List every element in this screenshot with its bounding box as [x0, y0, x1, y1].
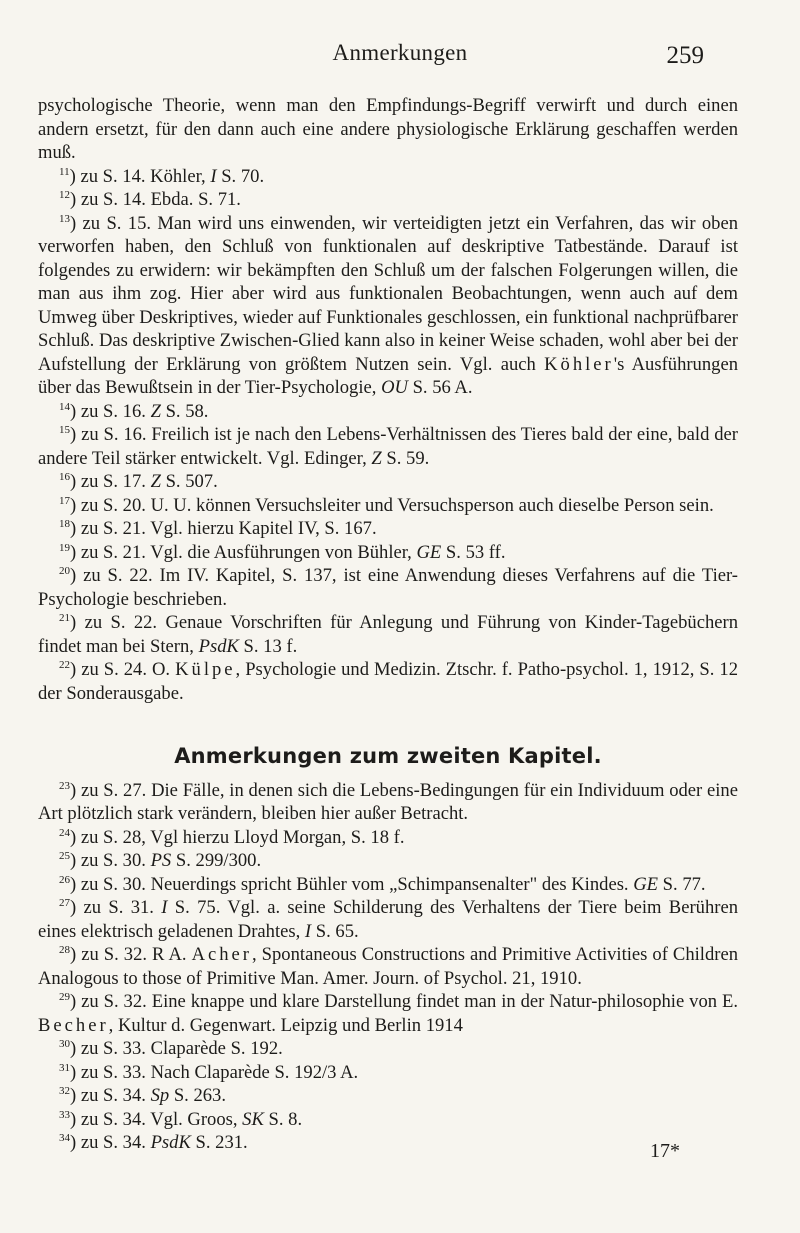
note-27: $^{27}$) zu S. 31. I S. 75. Vgl. a. seine Schilderung des Verhaltens der Tiere beim Berühren eines elektrisch geladenen Drahtes, I S. 65. [38, 897, 738, 942]
note-number: 11 [59, 165, 70, 178]
note-number: 19 [59, 541, 70, 554]
note-number: 15 [59, 424, 70, 436]
note-15: $^{15}$) zu S. 16. Freilich ist je nach den Lebens-Verhältnissen des Tieres bald der eine, bald der andere Teil stärker entwickelt. Vgl. Edinger, Z S. 59. [38, 424, 738, 469]
note-number: 14 [59, 400, 70, 413]
note-number: 18 [59, 518, 70, 530]
note-12: $^{12}$) zu S. 14. Ebda. S. 71. [59, 189, 241, 210]
note-28: $^{28}$) zu S. 32. R A. Acher, Spontaneous Constructions and Primitive Activities of Children Analogous to those of Primitive Man. Amer. Journ. of Psychol. 21, 1910. [38, 944, 739, 989]
note-33: $^{33}$) zu S. 34. Vgl. Groos, SK S. 8. [59, 1108, 303, 1130]
note-14: $^{14}$) zu S. 16. Z S. 58. [59, 400, 209, 422]
running-head: Anmerkungen [332, 40, 468, 65]
note-number: 20 [59, 565, 70, 577]
note-13: $^{13}$) zu S. 15. Man wird uns einwenden, wir verteidigten jetzt ein Verfahren, das wir oben verworfen haben, den Schluß von funktionalen auf deskriptive Tatbestände. Darauf ist folgendes zu erwidern: wir bekämpften den Schluß um der falschen Folgerungen willen, die man aus ihm zog. Hier aber wird aus funktionalen Beobachtungen, wenn auch auf dem Umweg über Deskriptives, wieder auf Funktionales geschlossen, ein funktional nachprüfbarer Schluß. Das deskriptive Zwischen-Glied kann also in keiner Weise schaden, wohl aber bei der Aufstellung der Erklärung von größtem Nutzen sein. Vgl. auch Köhler's Ausführungen über das Bewußtsein in der Tier-Psychologie, OU S. 56 A. [38, 212, 739, 398]
note-20: $^{20}$) zu S. 22. Im IV. Kapitel, S. 137, ist eine Anwendung dieses Verfahrens auf die Tier-Psychologie beschrieben. [38, 565, 738, 610]
note-31: $^{31}$) zu S. 33. Nach Claparède S. 192/3 A. [59, 1061, 359, 1083]
note-29: $^{29}$) zu S. 32. Eine knappe und klare Darstellung findet man in der Natur-philosophie von E. Becher, Kultur d. Gegenwart. Leipzig und Berlin 1914 [38, 991, 738, 1036]
sheet-signature: 17* [650, 1140, 680, 1162]
note-number: 32 [59, 1085, 70, 1097]
page-number: 259 [666, 42, 704, 69]
note-24: $^{24}$) zu S. 28, Vgl hierzu Lloyd Morgan, S. 18 f. [59, 826, 405, 848]
note-number: 33 [59, 1108, 70, 1121]
intro-paragraph: psychologische Theorie, wenn man den Empfindungs-Begriff verwirft und durch einen andern ersetzt, für den dann auch eine andere physiologische Erklärung geschaffen werden muß. [38, 95, 738, 163]
note-number: 22 [59, 659, 70, 671]
note-number: 30 [59, 1038, 70, 1050]
note-number: 28 [59, 944, 70, 956]
note-number: 26 [59, 873, 70, 886]
note-number: 25 [59, 850, 70, 862]
note-number: 31 [59, 1061, 70, 1074]
note-25: $^{25}$) zu S. 30. PS S. 299/300. [59, 850, 262, 871]
note-16: $^{16}$) zu S. 17. Z S. 507. [59, 471, 218, 492]
note-18: $^{18}$) zu S. 21. Vgl. hierzu Kapitel IV, S. 167. [59, 518, 377, 539]
section-heading: Anmerkungen zum zweiten Kapitel. [174, 744, 602, 768]
note-23: $^{23}$) zu S. 27. Die Fälle, in denen sich die Lebens-Bedingungen für ein Individuum oder eine Art plötzlich stark verändern, bleiben hier außer Betracht. [38, 779, 738, 824]
note-number: 29 [59, 991, 70, 1003]
note-number: 17 [59, 494, 70, 507]
note-number: 12 [59, 189, 70, 201]
note-34: $^{34}$) zu S. 34. PsdK S. 231. [59, 1132, 248, 1153]
note-21: $^{21}$) zu S. 22. Genaue Vorschriften für Anlegung und Führung von Kinder-Tagebüchern findet man bei Stern, PsdK S. 13 f. [38, 612, 738, 657]
note-17: $^{17}$) zu S. 20. U. U. können Versuchsleiter und Versuchsperson auch dieselbe Person sein. [59, 494, 714, 516]
note-11: $^{11}$) zu S. 14. Köhler, I S. 70. [59, 165, 265, 187]
note-number: 27 [59, 897, 70, 909]
note-19: $^{19}$) zu S. 21. Vgl. die Ausführungen von Bühler, GE S. 53 ff. [59, 541, 506, 563]
note-32: $^{32}$) zu S. 34. Sp S. 263. [59, 1085, 226, 1106]
note-30: $^{30}$) zu S. 33. Claparède S. 192. [59, 1038, 283, 1059]
note-number: 16 [59, 471, 70, 483]
note-number: 13 [59, 212, 70, 225]
note-number: 34 [59, 1132, 70, 1144]
note-number: 24 [59, 826, 70, 839]
note-26: $^{26}$) zu S. 30. Neuerdings spricht Bühler vom „Schimpansenalter" des Kindes. GE S. 77. [59, 873, 706, 895]
page-header [0, 40, 800, 80]
note-number: 23 [59, 779, 70, 792]
page-body [38, 94, 738, 1155]
note-number: 21 [59, 612, 70, 624]
note-22: $^{22}$) zu S. 24. O. Külpe, Psychologie und Medizin. Ztschr. f. Patho-psychol. 1, 1912, S. 12 der Sonderausgabe. [38, 659, 739, 704]
